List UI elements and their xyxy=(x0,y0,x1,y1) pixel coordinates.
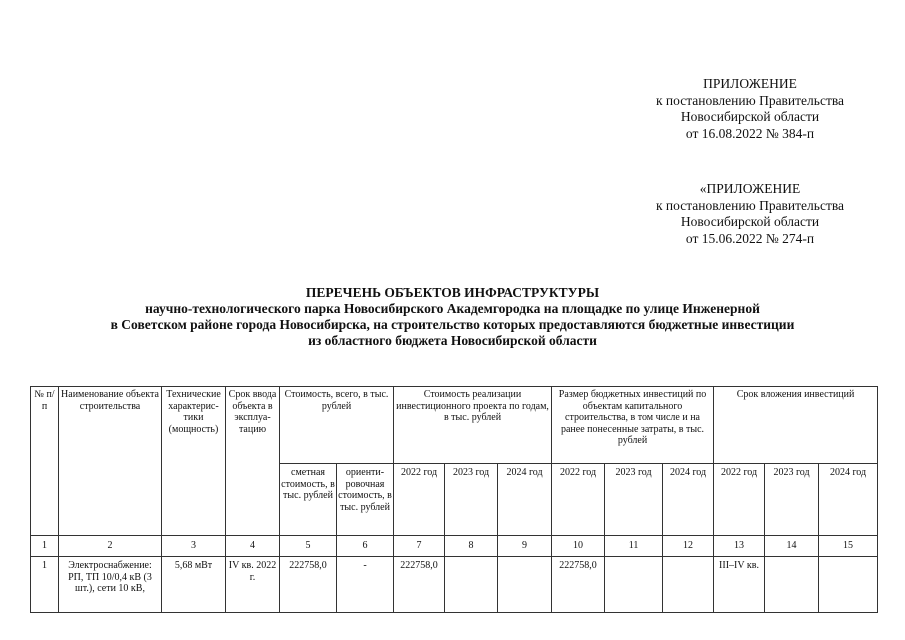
appendix-previous-date: от 15.06.2022 № 274-п xyxy=(685,230,815,246)
header-cost-group: Стоимость, всего, в тыс. рублей xyxy=(280,387,394,464)
column-number: 1 xyxy=(31,536,59,557)
row-budget-2022: 222758,0 xyxy=(552,557,605,613)
header-name: Наименование объекта строительства xyxy=(59,387,162,536)
row-budget-2024 xyxy=(663,557,714,613)
header-budget-group: Размер бюджетных инвестиций по объектам капитального строительства, в том числе и на ранее понесенные затраты, в тыс. рублей xyxy=(552,387,714,464)
row-num: 1 xyxy=(31,557,59,613)
header-num: № п/п xyxy=(31,387,59,536)
column-number: 3 xyxy=(162,536,226,557)
header-impl-2024: 2024 год xyxy=(498,464,552,536)
row-period-2022: III–IV кв. xyxy=(714,557,765,613)
appendix-previous-heading: «ПРИЛОЖЕНИЕ xyxy=(699,181,801,196)
header-budget-2023: 2023 год xyxy=(605,464,663,536)
column-number: 6 xyxy=(337,536,394,557)
row-tech: 5,68 мВт xyxy=(162,557,226,613)
appendix-previous-region: Новосибирской области xyxy=(680,214,820,229)
header-cost-approx: ориенти-ровочная стоимость, в тыс. рублей xyxy=(337,464,394,536)
appendix-current-decree: к постановлению Правительства xyxy=(655,92,845,108)
row-impl-2024 xyxy=(498,557,552,613)
column-number: 8 xyxy=(445,536,498,557)
header-cost-estimate: сметная стоимость, в тыс. рублей xyxy=(280,464,337,536)
header-period-group: Срок вложения инвестиций xyxy=(714,387,878,464)
title-line-3: в Советском районе города Новосибирска, на строительство которых предоставляются бюджетные инвестиции xyxy=(110,317,795,332)
document-title xyxy=(0,285,905,349)
row-cost-estimate: 222758,0 xyxy=(280,557,337,613)
title-line-2: научно-технологического парка Новосибирского Академгородка на площадке по улице Инженерной xyxy=(145,301,760,316)
row-budget-2023 xyxy=(605,557,663,613)
header-tech: Технические характерис-тики (мощность) xyxy=(162,387,226,536)
column-number: 7 xyxy=(394,536,445,557)
header-period-2024: 2024 год xyxy=(819,464,878,536)
column-number: 9 xyxy=(498,536,552,557)
column-number: 15 xyxy=(819,536,878,557)
row-commission: IV кв. 2022 г. xyxy=(226,557,280,613)
row-impl-2022: 222758,0 xyxy=(394,557,445,613)
appendix-previous-decree: к постановлению Правительства xyxy=(655,197,845,213)
appendix-current-heading: ПРИЛОЖЕНИЕ xyxy=(703,76,797,91)
column-number: 2 xyxy=(59,536,162,557)
row-period-2023 xyxy=(765,557,819,613)
column-number: 4 xyxy=(226,536,280,557)
appendix-current-block xyxy=(610,76,890,142)
appendix-current-region: Новосибирской области xyxy=(680,109,820,124)
row-period-2024 xyxy=(819,557,878,613)
title-line-1: ПЕРЕЧЕНЬ ОБЪЕКТОВ ИНФРАСТРУКТУРЫ xyxy=(305,285,600,300)
header-budget-2024: 2024 год xyxy=(663,464,714,536)
column-number: 12 xyxy=(663,536,714,557)
column-number: 5 xyxy=(280,536,337,557)
infrastructure-table xyxy=(30,386,878,613)
header-period-2023: 2023 год xyxy=(765,464,819,536)
header-impl-2023: 2023 год xyxy=(445,464,498,536)
header-period-2022: 2022 год xyxy=(714,464,765,536)
column-number-row xyxy=(31,536,878,557)
row-cost-approx: - xyxy=(337,557,394,613)
row-object-name: Электроснабжение: РП, ТП 10/0,4 кВ (3 шт.), сети 10 кВ, xyxy=(59,557,162,613)
column-number: 13 xyxy=(714,536,765,557)
header-row-groups xyxy=(31,387,878,464)
header-commission: Срок ввода объекта в эксплуа-тацию xyxy=(226,387,280,536)
header-implementation-group: Стоимость реализации инвестиционного проекта по годам, в тыс. рублей xyxy=(394,387,552,464)
header-impl-2022: 2022 год xyxy=(394,464,445,536)
column-number: 11 xyxy=(605,536,663,557)
column-number: 14 xyxy=(765,536,819,557)
title-line-4: из областного бюджета Новосибирской области xyxy=(308,333,597,348)
appendix-current-date: от 16.08.2022 № 384-п xyxy=(685,125,815,141)
row-impl-2023 xyxy=(445,557,498,613)
header-budget-2022: 2022 год xyxy=(552,464,605,536)
appendix-previous-block xyxy=(610,181,890,247)
column-number: 10 xyxy=(552,536,605,557)
table-row xyxy=(31,557,878,613)
